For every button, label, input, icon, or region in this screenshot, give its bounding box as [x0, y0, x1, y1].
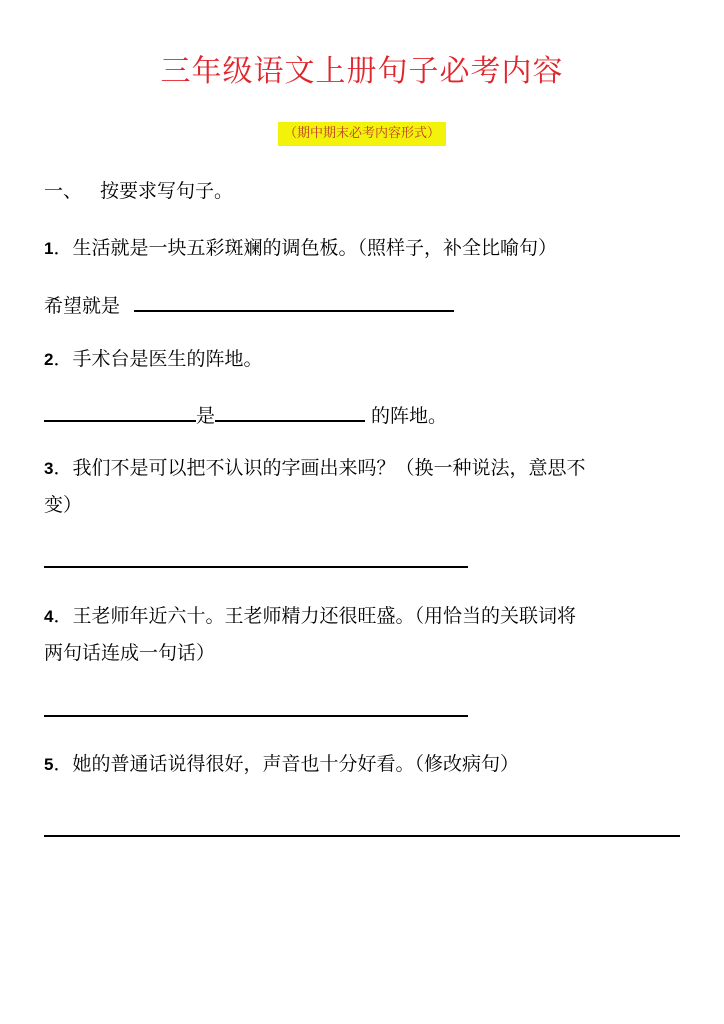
question-text: ．王老师年近六十。王老师精力还很旺盛。（用恰当的关联词将 [53, 605, 576, 627]
question-text-continued: 两句话连成一句话） [44, 642, 216, 664]
section-title: 按要求写句子。 [100, 180, 234, 202]
answer-line[interactable] [44, 835, 680, 837]
question-2-answer [44, 400, 447, 429]
question-number: 3 [44, 459, 54, 478]
question-1-answer [44, 290, 454, 319]
question-text: ．我们不是可以把不认识的字画出来吗？（换一种说法，意思不 [53, 457, 586, 479]
question-5 [44, 751, 519, 778]
answer-line[interactable] [44, 566, 468, 568]
question-number: 5 [44, 755, 54, 774]
question-3-line2 [44, 492, 82, 518]
answer-blank-object[interactable] [215, 400, 365, 422]
question-text: ．生活就是一块五彩斑斓的调色板。（照样子，补全比喻句） [53, 237, 557, 259]
answer-middle: 是 [196, 405, 216, 427]
answer-blank[interactable] [134, 290, 454, 312]
answer-suffix: 的阵地。 [365, 405, 448, 427]
question-number: 4 [44, 607, 54, 626]
section-number: 一、 [44, 180, 83, 202]
question-4-line1 [44, 603, 576, 630]
subtitle-wrap [0, 122, 724, 146]
question-4-line2 [44, 640, 215, 666]
question-1 [44, 235, 557, 262]
answer-blank-subject[interactable] [44, 400, 196, 422]
page-title: 三年级语文上册句子必考内容 [160, 54, 564, 89]
question-text-continued: 变） [44, 494, 83, 516]
question-number: 1 [44, 239, 54, 258]
question-3-line1 [44, 455, 585, 482]
answer-line[interactable] [44, 715, 468, 717]
question-number: 2 [44, 350, 54, 369]
question-text: ．她的普通话说得很好，声音也十分好看。（修改病句） [53, 753, 519, 775]
question-text: ．手术台是医生的阵地。 [53, 348, 263, 370]
question-2 [44, 346, 262, 373]
section-heading [44, 178, 233, 204]
page-subtitle: （期中期末必考内容形式） [278, 122, 446, 146]
answer-prefix: 希望就是 [44, 295, 121, 317]
